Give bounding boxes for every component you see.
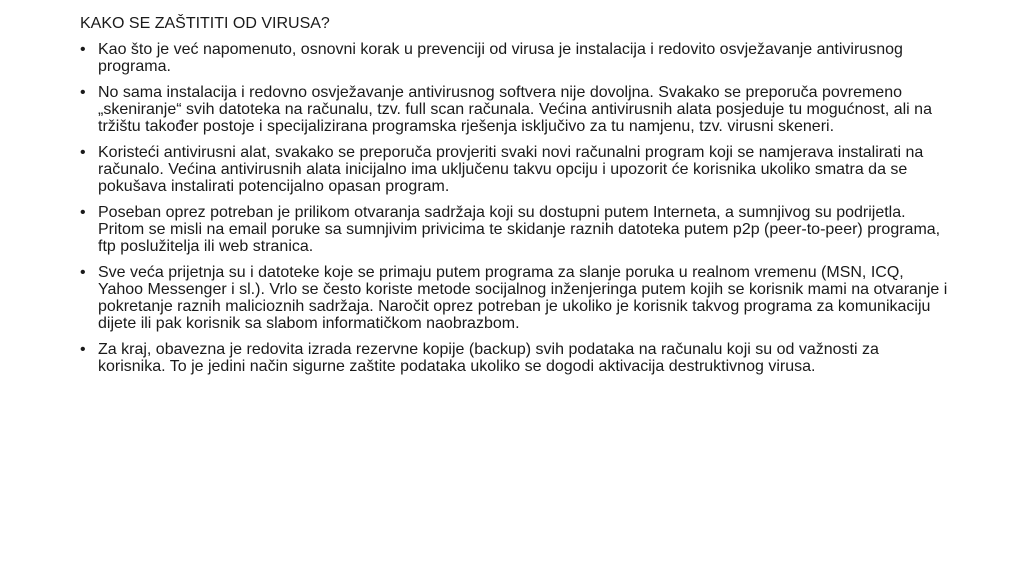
slide-content [80,14,950,384]
bullet-text: Sve veća prijetnja su i datoteke koje se primaju putem programa za slanje poruka u realnom vremenu (MSN, ICQ, Yahoo Messenger i sl.). Vrlo se često koriste metode socijalnog inženjeringa putem kojih se korisnik mami na otvaranje i pokretanje raznih malicioznih sadržaja. Naročit oprez potreban je ukoliko je korisnik takvog programa za komunikaciju dijete ili pak korisnik sa slabom informatičkom naobrazbom. [98,264,948,332]
bullet-text: No sama instalacija i redovno osvježavanje antivirusnog softvera nije dovoljna. Svakako se preporuča povremeno „skeniranje“ svih datoteka na računalu, tzv. full scan računala. Većina antivirusnih alata posjeduje tu mogućnost, ali na tržištu također postoje i specijalizirana programska rješenja isključivo za tu namjenu, tzv. virusni skeneri. [98,84,932,135]
slide-title: KAKO SE ZAŠTITITI OD VIRUSA? [80,15,330,32]
bullet-icon: • [80,204,86,221]
bullet-icon: • [80,41,86,58]
bullet-icon: • [80,84,86,101]
bullet-text: Kao što je već napomenuto, osnovni korak u prevenciji od virusa je instalacija i redovito osvježavanje antivirusnog programa. [98,41,903,75]
list-item [80,41,950,75]
list-item [80,341,950,375]
bullet-icon: • [80,341,86,358]
list-item [80,264,950,332]
list-item [80,204,950,255]
bullet-text: Za kraj, obavezna je redovita izrada rezervne kopije (backup) svih podataka na računalu koji su od važnosti za korisnika. To je jedini način sigurne zaštite podataka ukoliko se dogodi aktivacija destruktivnog virusa. [98,341,879,375]
bullet-text: Poseban oprez potreban je prilikom otvaranja sadržaja koji su dostupni putem Interneta, a sumnjivog su podrijetla. Pritom se misli na email poruke sa sumnjivim privicima te skidanje raznih datoteka putem p2p (peer-to-peer) programa, ftp poslužitelja ili web stranica. [98,204,941,255]
list-item [80,84,950,135]
bullet-icon: • [80,264,86,281]
bullet-text: Koristeći antivirusni alat, svakako se preporuča provjeriti svaki novi računalni program koji se namjerava instalirati na računalo. Većina antivirusnih alata inicijalno ima uključenu takvu opciju i upozorit će korisnika ukoliko smatra da se pokušava instalirati potencijalno opasan program. [98,144,924,195]
bullet-icon: • [80,144,86,161]
list-item [80,144,950,195]
bullet-list [80,41,950,375]
